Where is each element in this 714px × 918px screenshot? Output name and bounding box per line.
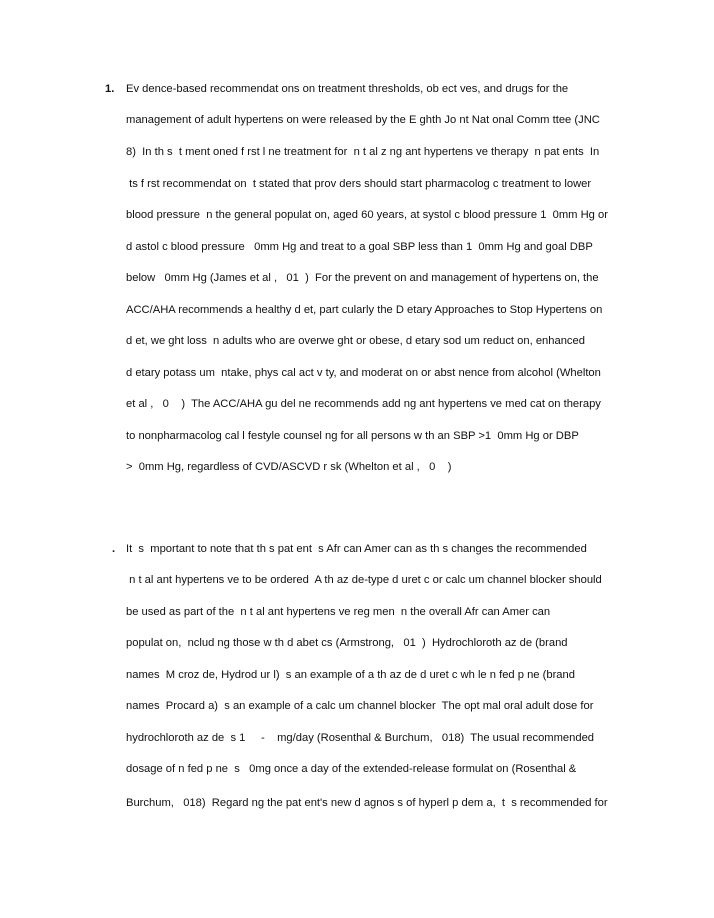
- paragraph-line: be used as part of the n t al ant hypertens ve reg men n the overall Afr can Amer can: [126, 606, 551, 618]
- paragraph-line: ACC/AHA recommends a healthy d et, part cularly the D etary Approaches to Stop Hypertens on: [126, 304, 603, 316]
- paragraph-line: et al , 0 ) The ACC/AHA gu del ne recommends add ng ant hypertens ve med cat on therapy: [126, 398, 601, 410]
- paragraph-line: Burchum, 018) Regard ng the pat ent's new d agnos s of hyperl p dem a, t s recommended for: [126, 797, 608, 809]
- paragraph-line: 8) In th s t ment oned f rst l ne treatment for n t al z ng ant hypertens ve therapy n pat ents In: [126, 146, 600, 158]
- paragraph-line: It s mportant to note that th s pat ent s Afr can Amer can as th s changes the recommended: [126, 543, 587, 555]
- paragraph-line: ts f rst recommendat on t stated that prov ders should start pharmacolog c treatment to lower: [126, 178, 592, 190]
- paragraph-line: below 0mm Hg (James et al , 01 ) For the prevent on and management of hypertens on, the: [126, 272, 599, 284]
- paragraph-line: management of adult hypertens on were released by the E ghth Jo nt Nat onal Comm ttee (JNC: [126, 114, 600, 126]
- paragraph-line: names Procard a) s an example of a calc um channel blocker The opt mal oral adult dose for: [126, 700, 594, 712]
- paragraph-line: d et, we ght loss n adults who are overwe ght or obese, d etary sod um reduct on, enhanced: [126, 335, 585, 347]
- paragraph-line: Ev dence-based recommendat ons on treatment thresholds, ob ect ves, and drugs for the: [126, 83, 569, 95]
- paragraph-line: dosage of n fed p ne s 0mg once a day of the extended-release formulat on (Rosenthal &: [126, 763, 577, 775]
- paragraph-line: hydrochloroth az de s 1 - mg/day (Rosenthal & Burchum, 018) The usual recommended: [126, 732, 595, 744]
- paragraph-line: names M croz de, Hydrod ur l) s an example of a th az de d uret c wh le n fed p ne (brand: [126, 669, 575, 681]
- paragraph-line: n t al ant hypertens ve to be ordered A th az de-type d uret c or calc um channel blocker should: [126, 574, 602, 586]
- paragraph-line: blood pressure n the general populat on, aged 60 years, at systol c blood pressure 1 0mm Hg or: [126, 209, 608, 221]
- paragraph-number: .: [112, 543, 116, 555]
- paragraph-line: populat on, nclud ng those w th d abet cs (Armstrong, 01 ) Hydrochloroth az de (brand: [126, 637, 568, 649]
- paragraph-line: d etary potass um ntake, phys cal act v ty, and moderat on or abst nence from alcohol (Whelton: [126, 367, 601, 379]
- paragraph-line: > 0mm Hg, regardless of CVD/ASCVD r sk (Whelton et al , 0 ): [126, 461, 452, 473]
- paragraph-number: 1.: [105, 83, 115, 95]
- paragraph-line: to nonpharmacolog cal l festyle counsel ng for all persons w th an SBP >1 0mm Hg or DBP: [126, 430, 579, 442]
- paragraph-line: d astol c blood pressure 0mm Hg and treat to a goal SBP less than 1 0mm Hg and goal DBP: [126, 241, 593, 253]
